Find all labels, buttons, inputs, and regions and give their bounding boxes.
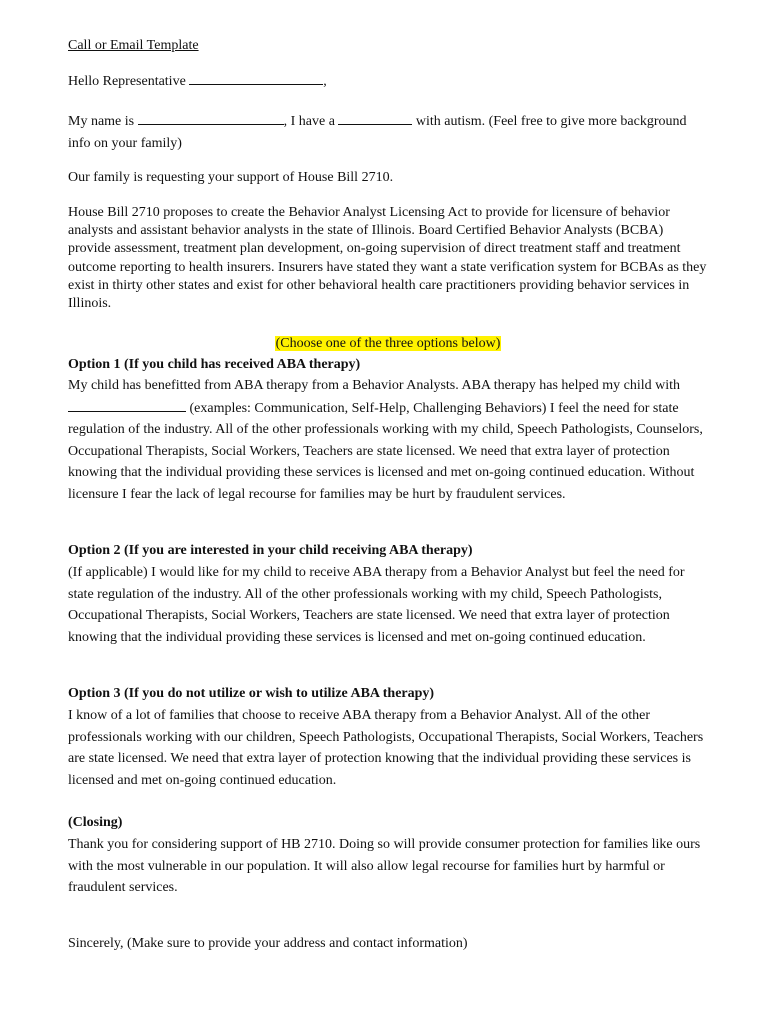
intro-paragraph bbox=[68, 110, 708, 154]
greeting-line bbox=[68, 70, 708, 93]
option1-heading: Option 1 (If you child has received ABA therapy) bbox=[68, 357, 361, 372]
option3-heading: Option 3 (If you do not utilize or wish to utilize ABA therapy) bbox=[68, 686, 435, 701]
relation-blank bbox=[338, 110, 412, 125]
option1-text-2: (examples: Communication, Self-Help, Challenging Behaviors) I feel the need for state regulation of the industry. All of the other professionals working with my child, Speech Pathologists, Counselors, Occupational Therapists, Social Workers, Teachers are state licensed. We need that extra layer of protection knowing that the individual providing these services is licensed and met on-going continued education. Without licensure I fear the lack of legal recourse for families may be hurt by fraudulent services. bbox=[68, 400, 703, 502]
closing-heading: (Closing) bbox=[68, 815, 123, 830]
your-name-blank bbox=[138, 110, 284, 125]
closing-paragraph: Thank you for considering support of HB 2710. Doing so will provide consumer protection for families like ours with the most vulnerable in our population. It will also allow legal recourse for families hurt by harmful or fraudulent services. bbox=[68, 837, 701, 895]
choose-option-highlight: (Choose one of the three options below) bbox=[275, 336, 501, 351]
bill-description-paragraph: House Bill 2710 proposes to create the Behavior Analyst Licensing Act to provide for licensure of behavior analysts and assistant behavior analysts in the state of Illinois. Board Certified Behavior Analysts (BCBA) provide assessment, treatment plan development, on-going supervision of direct treatment staff and treatment outcome reporting to health insurers. Insurers have stated they want a state verification system for BCBAs as they exist in thirty other states and exist for other behavioral health care practitioners providing behavior services in Illinois. bbox=[68, 205, 707, 312]
child-improvement-blank bbox=[68, 397, 186, 412]
intro-text-1: My name is bbox=[68, 114, 138, 129]
intro-text-3: with autism. (Feel free to give more background info on your family) bbox=[68, 114, 687, 151]
document-title: Call or Email Template bbox=[68, 38, 199, 53]
representative-name-blank bbox=[189, 70, 323, 85]
option1-text-1: My child has benefitted from ABA therapy from a Behavior Analysts. ABA therapy has helped my child with bbox=[68, 378, 681, 393]
choose-option-note bbox=[68, 333, 708, 355]
greeting-comma: , bbox=[323, 74, 327, 89]
option2-paragraph: (If applicable) I would like for my child to receive ABA therapy from a Behavior Analyst but feel the need for state regulation of the industry. All of the other professionals working with my child, Speech Pathologists, Occupational Therapists, Social Workers, Teachers are state licensed. We need that extra layer of protection knowing that the individual providing these services is licensed and met on-going continued education. bbox=[68, 565, 685, 645]
option1-paragraph bbox=[68, 375, 708, 505]
intro-text-2: , I have a bbox=[283, 114, 339, 129]
option3-paragraph: I know of a lot of families that choose to receive ABA therapy from a Behavior Analyst. All of the other professionals working with our children, Speech Pathologists, Occupational Therapists, Social Workers, Teachers are state licensed. We need that extra layer of protection knowing that the individual providing these services is licensed and met on-going continued education. bbox=[68, 708, 704, 788]
request-line: Our family is requesting your support of House Bill 2710. bbox=[68, 170, 394, 185]
greeting-text: Hello Representative bbox=[68, 74, 190, 89]
signoff-line: Sincerely, (Make sure to provide your address and contact information) bbox=[68, 936, 468, 951]
option2-heading: Option 2 (If you are interested in your child receiving ABA therapy) bbox=[68, 543, 473, 558]
